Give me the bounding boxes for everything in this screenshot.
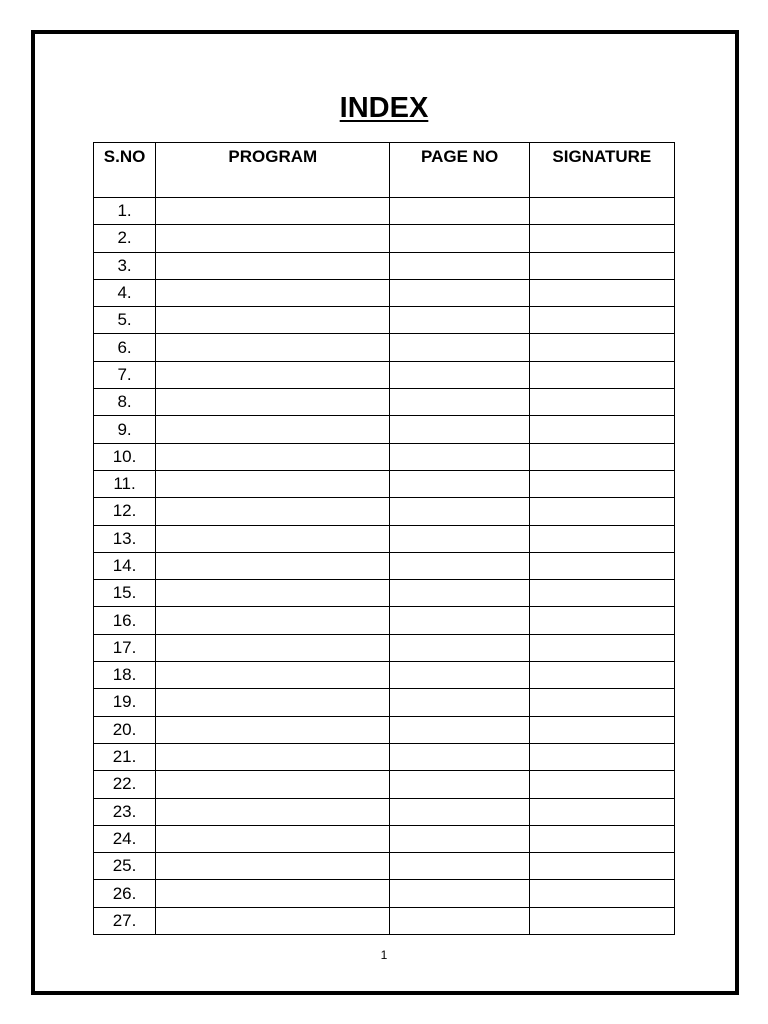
- cell-page-no: [390, 498, 529, 525]
- table-row: [94, 798, 675, 825]
- table-header-row: [94, 143, 675, 198]
- cell-page-no: [390, 470, 529, 497]
- cell-program: [156, 825, 390, 852]
- cell-sno: 13.: [94, 525, 156, 552]
- cell-signature: [529, 307, 674, 334]
- cell-page-no: [390, 416, 529, 443]
- cell-signature: [529, 361, 674, 388]
- table-row: [94, 607, 675, 634]
- cell-program: [156, 552, 390, 579]
- cell-sno: 19.: [94, 689, 156, 716]
- cell-program: [156, 607, 390, 634]
- table-row: [94, 443, 675, 470]
- cell-program: [156, 416, 390, 443]
- cell-signature: [529, 470, 674, 497]
- cell-sno: 1.: [94, 198, 156, 225]
- cell-program: [156, 498, 390, 525]
- table-row: [94, 470, 675, 497]
- cell-sno: 17.: [94, 634, 156, 661]
- cell-program: [156, 525, 390, 552]
- cell-page-no: [390, 662, 529, 689]
- cell-page-no: [390, 743, 529, 770]
- table-row: [94, 498, 675, 525]
- cell-page-no: [390, 334, 529, 361]
- cell-page-no: [390, 525, 529, 552]
- cell-sno: 26.: [94, 880, 156, 907]
- cell-signature: [529, 798, 674, 825]
- header-page-no: PAGE NO: [390, 143, 529, 198]
- cell-signature: [529, 389, 674, 416]
- cell-signature: [529, 443, 674, 470]
- cell-signature: [529, 279, 674, 306]
- index-table: [93, 142, 675, 935]
- table-row: [94, 389, 675, 416]
- cell-signature: [529, 498, 674, 525]
- cell-sno: 20.: [94, 716, 156, 743]
- cell-page-no: [390, 443, 529, 470]
- table-row: [94, 334, 675, 361]
- cell-sno: 15.: [94, 580, 156, 607]
- page-title: INDEX: [339, 92, 429, 124]
- cell-sno: 2.: [94, 225, 156, 252]
- cell-signature: [529, 334, 674, 361]
- cell-page-no: [390, 361, 529, 388]
- cell-program: [156, 279, 390, 306]
- cell-program: [156, 689, 390, 716]
- cell-sno: 21.: [94, 743, 156, 770]
- cell-signature: [529, 252, 674, 279]
- cell-sno: 14.: [94, 552, 156, 579]
- cell-page-no: [390, 825, 529, 852]
- table-row: [94, 662, 675, 689]
- cell-program: [156, 907, 390, 934]
- cell-program: [156, 771, 390, 798]
- table-row: [94, 853, 675, 880]
- cell-page-no: [390, 634, 529, 661]
- cell-program: [156, 389, 390, 416]
- table-row: [94, 689, 675, 716]
- cell-program: [156, 743, 390, 770]
- cell-sno: 11.: [94, 470, 156, 497]
- cell-signature: [529, 716, 674, 743]
- table-row: [94, 716, 675, 743]
- table-row: [94, 771, 675, 798]
- cell-sno: 22.: [94, 771, 156, 798]
- cell-sno: 3.: [94, 252, 156, 279]
- cell-program: [156, 361, 390, 388]
- cell-signature: [529, 825, 674, 852]
- page-number: 1: [380, 948, 388, 962]
- cell-signature: [529, 525, 674, 552]
- cell-program: [156, 634, 390, 661]
- cell-sno: 9.: [94, 416, 156, 443]
- cell-program: [156, 470, 390, 497]
- cell-page-no: [390, 279, 529, 306]
- cell-program: [156, 225, 390, 252]
- cell-sno: 16.: [94, 607, 156, 634]
- cell-program: [156, 334, 390, 361]
- cell-signature: [529, 743, 674, 770]
- table-row: [94, 743, 675, 770]
- cell-program: [156, 198, 390, 225]
- cell-sno: 12.: [94, 498, 156, 525]
- cell-sno: 7.: [94, 361, 156, 388]
- table-row: [94, 880, 675, 907]
- cell-signature: [529, 880, 674, 907]
- cell-sno: 24.: [94, 825, 156, 852]
- table-row: [94, 825, 675, 852]
- table-row: [94, 907, 675, 934]
- table-row: [94, 416, 675, 443]
- cell-sno: 4.: [94, 279, 156, 306]
- cell-signature: [529, 907, 674, 934]
- table-row: [94, 279, 675, 306]
- cell-signature: [529, 634, 674, 661]
- cell-program: [156, 252, 390, 279]
- cell-sno: 18.: [94, 662, 156, 689]
- header-signature: SIGNATURE: [529, 143, 674, 198]
- cell-signature: [529, 689, 674, 716]
- cell-program: [156, 798, 390, 825]
- cell-page-no: [390, 907, 529, 934]
- table-row: [94, 580, 675, 607]
- cell-page-no: [390, 771, 529, 798]
- cell-program: [156, 443, 390, 470]
- cell-sno: 10.: [94, 443, 156, 470]
- table-row: [94, 307, 675, 334]
- cell-page-no: [390, 198, 529, 225]
- cell-program: [156, 662, 390, 689]
- cell-page-no: [390, 880, 529, 907]
- cell-sno: 6.: [94, 334, 156, 361]
- table-row: [94, 634, 675, 661]
- cell-signature: [529, 607, 674, 634]
- cell-page-no: [390, 307, 529, 334]
- cell-program: [156, 880, 390, 907]
- table-row: [94, 361, 675, 388]
- cell-signature: [529, 853, 674, 880]
- cell-signature: [529, 771, 674, 798]
- cell-program: [156, 307, 390, 334]
- cell-sno: 5.: [94, 307, 156, 334]
- cell-page-no: [390, 853, 529, 880]
- cell-page-no: [390, 607, 529, 634]
- cell-signature: [529, 552, 674, 579]
- cell-page-no: [390, 552, 529, 579]
- table-row: [94, 225, 675, 252]
- cell-signature: [529, 662, 674, 689]
- header-program: PROGRAM: [156, 143, 390, 198]
- cell-page-no: [390, 580, 529, 607]
- cell-program: [156, 716, 390, 743]
- table-row: [94, 552, 675, 579]
- cell-page-no: [390, 225, 529, 252]
- cell-signature: [529, 580, 674, 607]
- cell-sno: 25.: [94, 853, 156, 880]
- table-row: [94, 198, 675, 225]
- cell-page-no: [390, 689, 529, 716]
- header-sno: S.NO: [94, 143, 156, 198]
- cell-signature: [529, 416, 674, 443]
- table-row: [94, 252, 675, 279]
- cell-page-no: [390, 389, 529, 416]
- cell-signature: [529, 225, 674, 252]
- cell-page-no: [390, 716, 529, 743]
- cell-page-no: [390, 798, 529, 825]
- cell-sno: 27.: [94, 907, 156, 934]
- cell-program: [156, 853, 390, 880]
- cell-program: [156, 580, 390, 607]
- cell-signature: [529, 198, 674, 225]
- table-row: [94, 525, 675, 552]
- cell-page-no: [390, 252, 529, 279]
- cell-sno: 23.: [94, 798, 156, 825]
- cell-sno: 8.: [94, 389, 156, 416]
